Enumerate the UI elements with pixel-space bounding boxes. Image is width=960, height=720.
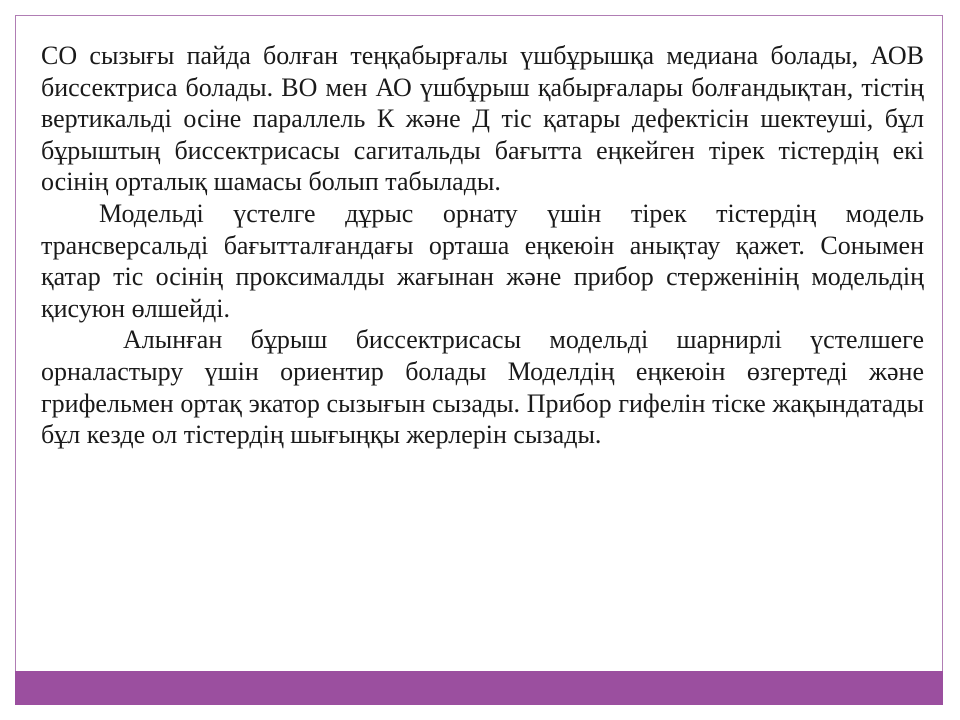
- paragraph-1: СО сызығы пайда болған теңқабырғалы үшбұрышқа медиана болады, АОВ биссектриса болады. ВО мен АО үшбұрыш қабырғалары болғандықтан, тістің вертикальді осіне параллель К және Д тіс қатары дефектісін шектеуші, бұл бұрыштың биссектрисасы сагитальды бағытта еңкейген тірек тістердің екі осінің орталық шамасы болып табылады.: [41, 41, 924, 197]
- paragraph-3: Алынған бұрыш биссектрисасы модельді шарнирлі үстелшеге орналастыру үшін ориентир болады Моделдің еңкеюін өзгертеді және грифельмен ортақ экатор сызығын сызады. Прибор гифелін тіске жақындатады бұл кезде ол тістердің шығыңқы жерлерін сызады.: [41, 325, 924, 450]
- footer-accent-bar: [15, 671, 943, 705]
- paragraph-2: Модельді үстелге дұрыс орнату үшін тірек тістердің модель трансверсальді бағытталғандағы орташа еңкеюін анықтау қажет. Сонымен қатар тіс осінің проксималды жағынан және прибор стерженінің модельдің қисуюн өлшейді.: [41, 198, 924, 323]
- slide-text-body: [41, 40, 924, 451]
